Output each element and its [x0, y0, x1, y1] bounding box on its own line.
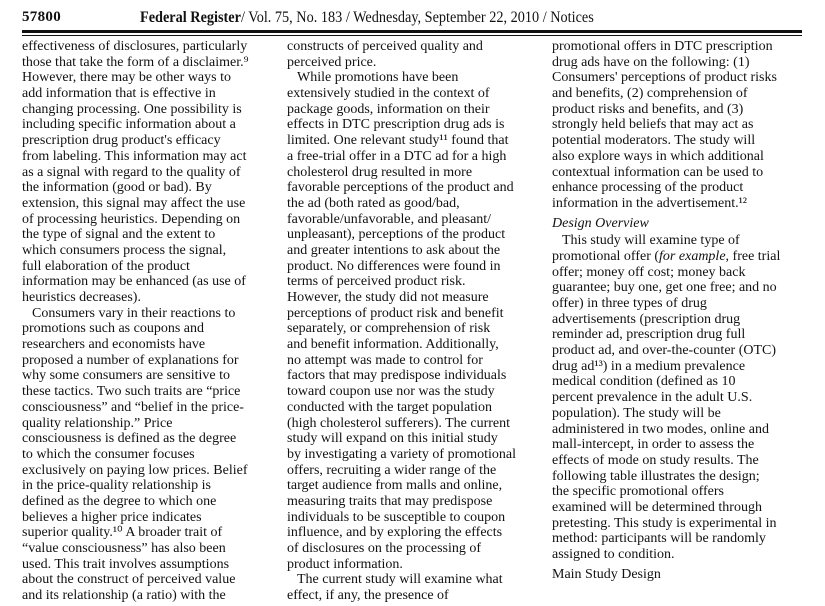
text-segment: , free trial	[725, 248, 781, 264]
text-line: also explore ways in which additional	[552, 148, 764, 164]
text-line: terms of perceived product risk.	[287, 274, 466, 290]
text-line: However, there may be other ways to	[22, 70, 231, 86]
text-line: by investigating a variety of promotional	[287, 446, 517, 462]
paragraph-start-line: This study will examine type of	[562, 233, 740, 249]
text-line: information in the advertisement.¹²	[552, 195, 748, 211]
text-line: administered in two modes, online and	[552, 421, 769, 437]
text-line: why some consumers are sensitive to	[22, 368, 231, 384]
text-line: measuring traits that may predispose	[287, 493, 493, 509]
text-segment: promotional offer (	[552, 248, 660, 264]
text-line: the information (good or bad). By	[22, 180, 212, 196]
text-line: a free-trial offer in a DTC ad for a high	[287, 148, 507, 164]
text-line: enhance processing of the product	[552, 180, 744, 196]
text-line: favorable/unfavorable, and pleasant/	[287, 211, 492, 227]
text-line: the ad (both rated as good/bad,	[287, 195, 460, 211]
text-line: of processing heuristics. Depending on	[22, 211, 241, 227]
text-line: superior quality.¹⁰ A broader trait of	[22, 525, 223, 541]
italic-phrase: for example	[659, 248, 726, 264]
text-line: mall-intercept, in order to assess the	[552, 437, 755, 453]
text-line: quality relationship.” Price	[22, 415, 173, 431]
text-line: potential moderators. The study will	[552, 133, 756, 149]
text-line: conducted with the target population	[287, 399, 493, 415]
text-line: individuals to be susceptible to coupon	[287, 509, 506, 525]
text-line: package goods, information on their	[287, 101, 490, 117]
text-line: consciousness” and “belief in the price-	[22, 399, 244, 415]
text-line: toward coupon use nor was the study	[287, 384, 495, 400]
text-line: factors that may predispose individuals	[287, 368, 507, 384]
text-line: exclusively on paying low prices. Belief	[22, 462, 248, 478]
text-line: researchers and economists have	[22, 337, 206, 353]
text-line: cholesterol drug resulted in more	[287, 164, 473, 180]
text-line: defined as the degree to which one	[22, 493, 217, 509]
text-line: population). The study will be	[552, 405, 721, 421]
text-line: limited. One relevant study¹¹ found that	[287, 133, 509, 149]
text-line: the type of signal and the extent to	[22, 227, 216, 243]
text-line: the specific promotional offers	[552, 484, 724, 500]
text-line: including specific information about a	[22, 117, 236, 133]
text-line: offer; money off cost; money back	[552, 264, 746, 280]
text-line: constructs of perceived quality and	[287, 39, 483, 54]
text-line: contextual information can be used to	[552, 164, 764, 180]
text-line: However, the study did not measure	[287, 290, 489, 305]
text-line: reminder ad, prescription drug full	[552, 327, 746, 343]
column-3	[552, 39, 814, 582]
text-line: Consumers' perceptions of product risks	[552, 70, 777, 86]
text-line: assigned to condition.	[552, 547, 675, 562]
paragraph-start-line: While promotions have been	[297, 70, 459, 86]
text-line: product risks and benefits, and (3)	[552, 101, 744, 117]
text-line: promotions such as coupons and	[22, 321, 204, 337]
text-line: medical condition (defined as 10	[552, 374, 736, 390]
text-line: extensively studied in the context of	[287, 86, 490, 102]
text-line: guarantee; buy one, get one free; and no	[552, 280, 777, 296]
text-line: changing processing. One possibility is	[22, 101, 242, 117]
publication-name: Federal Register	[140, 9, 241, 26]
text-line: product. No differences were found in	[287, 258, 501, 274]
text-line: consciousness is defined as the degree	[22, 431, 237, 447]
text-line: proposed a number of explanations for	[22, 352, 239, 368]
text-line: promotional offers in DTC prescription	[552, 39, 773, 54]
header-rule-thick	[22, 30, 802, 33]
text-line: following table illustrates the design;	[552, 468, 760, 484]
text-line: pretesting. This study is experimental in	[552, 515, 777, 531]
text-line: drug ads have on the following: (1)	[552, 54, 750, 70]
text-line: perceived price.	[287, 54, 377, 70]
issue-info: / Vol. 75, No. 183 / Wednesday, September 22, 2010 / Notices	[240, 9, 594, 26]
text-line: these tactics. Two such traits are “price	[22, 384, 241, 400]
text-line: and greater intentions to ask about the	[287, 242, 501, 258]
text-line: extension, this signal may affect the use	[22, 195, 246, 211]
text-line: information may be enhanced (as use of	[22, 274, 246, 290]
text-line: heuristics decreases).	[22, 290, 141, 305]
text-line: offers, recruiting a wider range of the	[287, 462, 497, 478]
text-line: unpleasant), perceptions of the product	[287, 227, 506, 243]
text-line: full elaboration of the product	[22, 258, 190, 274]
text-line: as a signal with regard to the quality of	[22, 164, 241, 180]
running-header	[140, 9, 594, 27]
text-line: believes a higher price indicates	[22, 509, 202, 525]
text-line: effect, if any, the presence of	[287, 588, 449, 604]
column-1	[22, 39, 284, 604]
text-line: perceptions of product risk and benefit	[287, 305, 504, 321]
text-line: study will expand on this initial study	[287, 431, 498, 447]
section-heading: Design Overview	[552, 215, 649, 231]
text-line: prescription drug product's efficacy	[22, 133, 221, 149]
text-line: drug ad¹³) in a medium prevalence	[552, 358, 746, 374]
text-line: target audience from malls and online,	[287, 478, 503, 494]
text-line: favorable perceptions of the product and	[287, 180, 514, 196]
text-line: and benefits, (2) comprehension of	[552, 86, 748, 102]
text-line: “value consciousness” has also been	[22, 541, 226, 556]
text-line: strongly held beliefs that may act as	[552, 117, 754, 133]
text-line: influence, and by exploring the effects	[287, 525, 503, 541]
text-line: effects of mode on study results. The	[552, 452, 759, 468]
text-line: separately, or comprehension of risk	[287, 321, 491, 337]
text-line: offer) in three types of drug	[552, 296, 707, 311]
text-line: used. This trait involves assumptions	[22, 556, 230, 572]
text-line: which consumers process the signal,	[22, 242, 227, 258]
text-line: and its relationship (a ratio) with the	[22, 588, 226, 604]
text-line: advertisements (prescription drug	[552, 311, 741, 327]
text-line: to which the consumer focuses	[22, 446, 195, 462]
paragraph-start-line: Consumers vary in their reactions to	[32, 305, 236, 321]
text-line: about the construct of perceived value	[22, 572, 236, 588]
page-number: 57800	[22, 9, 61, 25]
text-line: from labeling. This information may act	[22, 148, 247, 164]
text-line	[552, 249, 814, 265]
text-line: (high cholesterol sufferers). The current	[287, 415, 511, 431]
text-line: effects in DTC prescription drug ads is	[287, 117, 505, 133]
text-line: product information.	[287, 556, 403, 572]
text-line: product ad, and over-the-counter (OTC)	[552, 343, 777, 359]
header-rule-thin	[22, 35, 802, 36]
text-line: in the price-quality relationship is	[22, 478, 211, 494]
text-line: examined will be determined through	[552, 499, 762, 515]
text-line: those that take the form of a disclaimer.⁹	[22, 54, 249, 70]
text-line: percent prevalence in the adult U.S.	[552, 390, 753, 406]
text-line: effectiveness of disclosures, particularly	[22, 39, 248, 54]
paragraph-start-line: The current study will examine what	[297, 572, 503, 588]
text-line: add information that is effective in	[22, 86, 216, 102]
column-2	[287, 39, 549, 604]
text-line: method: participants will be randomly	[552, 531, 766, 547]
table-title: Main Study Design	[552, 566, 661, 582]
text-line: of disclosures on the processing of	[287, 541, 482, 556]
text-line: no attempt was made to control for	[287, 352, 483, 368]
text-line: and benefit information. Additionally,	[287, 337, 499, 353]
